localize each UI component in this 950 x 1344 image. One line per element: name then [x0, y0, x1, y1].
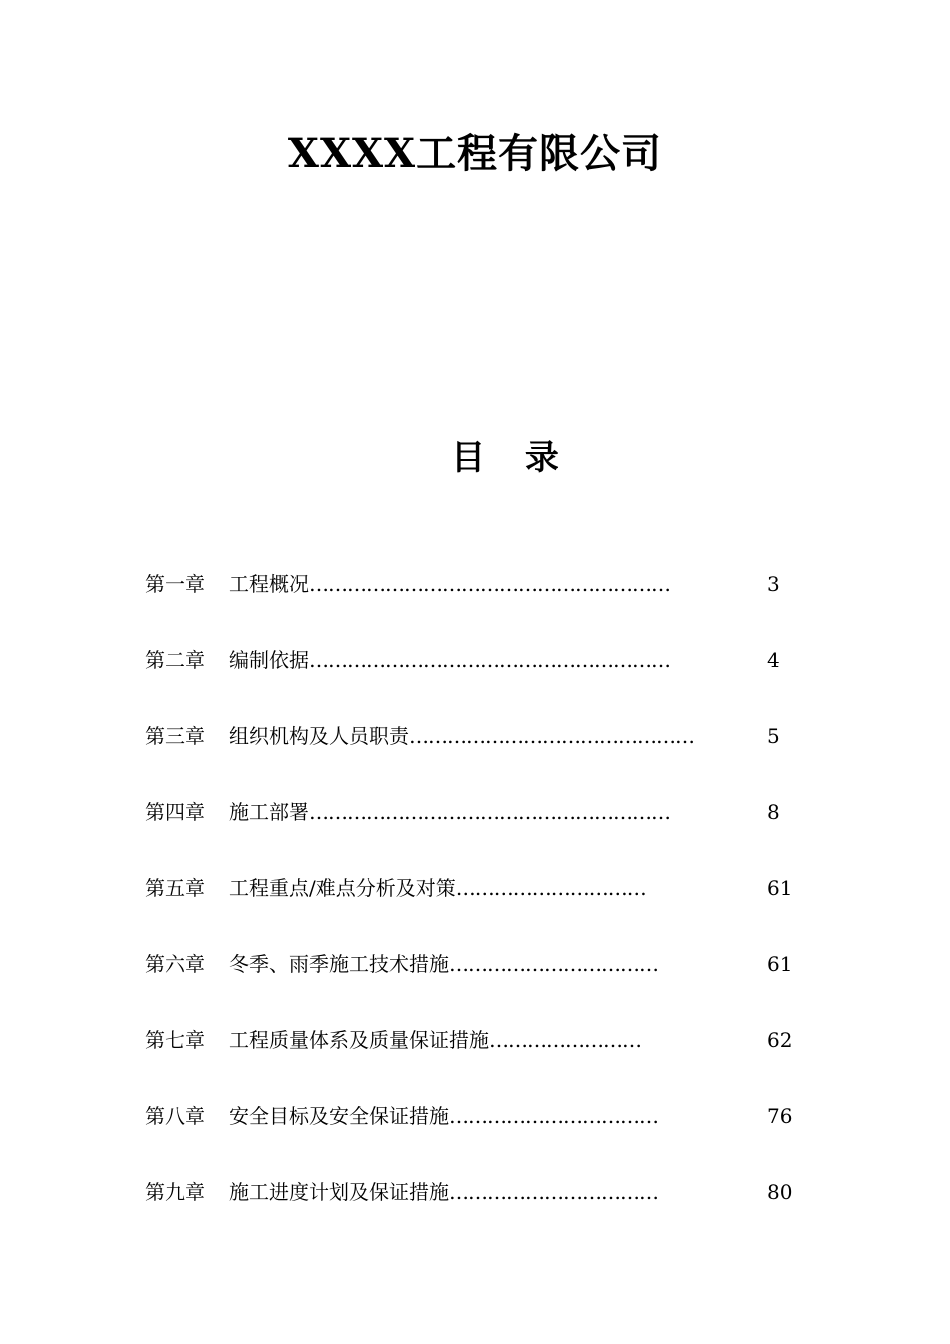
toc-chapter-number: 第一章 — [145, 572, 205, 596]
toc-leader-dots: ………………………………………………… — [309, 648, 670, 672]
toc-leader-dots: …………………………… — [449, 952, 658, 976]
toc-leader-dots: ………………………………………………… — [309, 800, 670, 824]
toc-page-number: 4 — [767, 648, 780, 672]
toc-leader-dots: …………………… — [489, 1028, 641, 1052]
toc-chapter-number: 第七章 — [145, 1028, 205, 1052]
toc-page-number: 61 — [767, 876, 793, 900]
toc-entry-chapter-3[interactable] — [145, 714, 805, 790]
toc-chapter-title: 组织机构及人员职责 — [229, 724, 409, 748]
toc-entry-chapter-7[interactable] — [145, 1018, 805, 1094]
toc-leader-dots: ……………………………………… — [409, 724, 694, 748]
toc-chapter-title: 工程质量体系及质量保证措施 — [229, 1028, 489, 1052]
toc-chapter-number: 第四章 — [145, 800, 205, 824]
toc-page-number: 62 — [767, 1028, 793, 1052]
toc-chapter-title: 冬季、雨季施工技术措施 — [229, 952, 449, 976]
toc-chapter-title: 施工进度计划及保证措施 — [229, 1180, 449, 1204]
table-of-contents — [145, 562, 805, 1246]
toc-entry-chapter-6[interactable] — [145, 942, 805, 1018]
toc-page-number: 5 — [767, 724, 780, 748]
toc-leader-dots: …………………………… — [449, 1104, 658, 1128]
toc-leader-dots: ………………………… — [455, 876, 646, 900]
toc-entry-chapter-4[interactable] — [145, 790, 805, 866]
toc-page-number: 8 — [767, 800, 780, 824]
toc-page-number: 76 — [767, 1104, 793, 1128]
toc-page-number: 3 — [767, 572, 780, 596]
toc-entry-chapter-2[interactable] — [145, 638, 805, 714]
toc-chapter-number: 第八章 — [145, 1104, 205, 1128]
toc-entry-chapter-1[interactable] — [145, 562, 805, 638]
toc-chapter-number: 第九章 — [145, 1180, 205, 1204]
toc-page-number: 61 — [767, 952, 793, 976]
toc-chapter-number: 第五章 — [145, 876, 205, 900]
toc-chapter-title: 编制依据 — [229, 648, 309, 672]
toc-chapter-number: 第六章 — [145, 952, 205, 976]
toc-chapter-title: 工程概况 — [229, 572, 309, 596]
company-title: XXXX工程有限公司 — [287, 130, 663, 177]
toc-leader-dots: ………………………………………………… — [309, 572, 670, 596]
toc-page-number: 80 — [767, 1180, 793, 1204]
toc-chapter-title: 工程重点/难点分析及对策 — [229, 876, 456, 900]
toc-heading: 目 录 — [451, 438, 573, 478]
toc-leader-dots: …………………………… — [449, 1180, 658, 1204]
toc-chapter-number: 第三章 — [145, 724, 205, 748]
toc-chapter-title: 安全目标及安全保证措施 — [229, 1104, 449, 1128]
toc-entry-chapter-9[interactable] — [145, 1170, 805, 1246]
toc-chapter-number: 第二章 — [145, 648, 205, 672]
toc-entry-chapter-5[interactable] — [145, 866, 805, 942]
toc-entry-chapter-8[interactable] — [145, 1094, 805, 1170]
toc-chapter-title: 施工部署 — [229, 800, 309, 824]
